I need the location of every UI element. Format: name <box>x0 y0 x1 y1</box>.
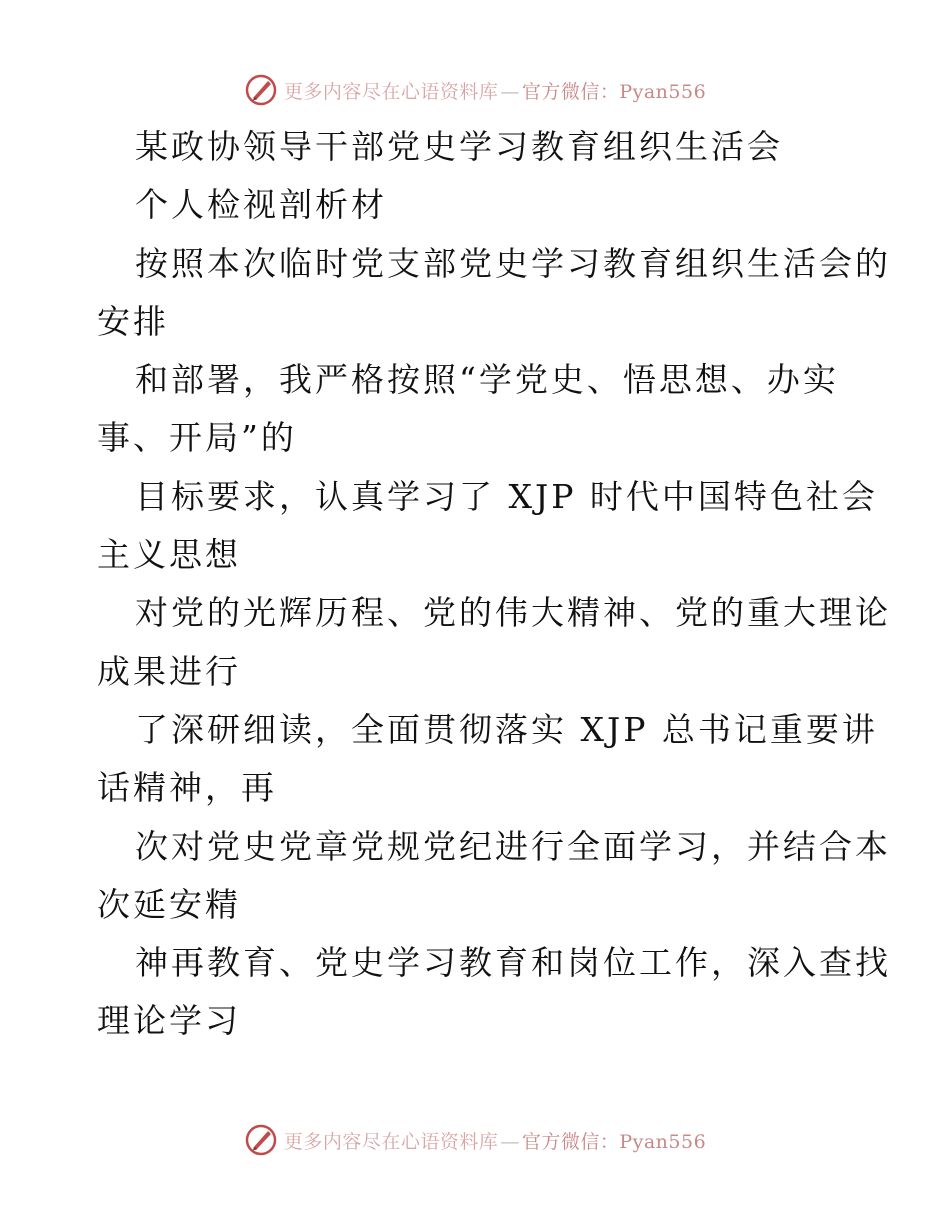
text-line: 按照本次临时党支部党史学习教育组织生活会的 <box>135 243 891 283</box>
header-banner-main: 更多内容尽在心语资料库 <box>283 80 499 103</box>
text-line: 主义思想 <box>97 535 241 575</box>
quill-pen-logo-icon <box>244 73 278 107</box>
text-line: 次对党史党章党规党纪进行全面学习，并结合本 <box>135 826 891 866</box>
text-line: 神再教育、党史学习教育和岗位工作，深入查找 <box>135 943 891 983</box>
footer-banner-text <box>284 1127 706 1154</box>
text-line: 次延安精 <box>97 884 241 924</box>
text-line: 某政协领导干部党史学习教育组织生活会 <box>135 127 783 166</box>
header-banner <box>0 70 950 110</box>
footer-banner-contact: 官方微信：Pyan556 <box>521 1130 707 1153</box>
footer-banner-main: 更多内容尽在心语资料库 <box>283 1130 499 1153</box>
text-line: 目标要求，认真学习了 XJP 时代中国特色社会 <box>135 476 878 516</box>
text-line: 成果进行 <box>97 651 241 691</box>
header-banner-separator: — <box>500 80 520 103</box>
text-line: 理论学习 <box>97 1001 241 1041</box>
document-body <box>97 118 891 1051</box>
header-banner-text <box>284 77 706 104</box>
text-line: 安排 <box>97 301 169 341</box>
text-line: 对党的光辉历程、党的伟大精神、党的重大理论 <box>135 593 891 633</box>
text-line: 话精神，再 <box>97 768 277 808</box>
footer-banner-separator: — <box>500 1130 520 1153</box>
text-line: 和部署，我严格按照“学党史、悟思想、办实 <box>135 360 839 400</box>
footer-banner <box>0 1120 950 1160</box>
header-banner-contact: 官方微信：Pyan556 <box>521 80 707 103</box>
text-line: 事、开局”的 <box>97 418 297 458</box>
text-line: 了深研细读，全面贯彻落实 XJP 总书记重要讲 <box>135 709 878 749</box>
quill-pen-logo-icon <box>244 1123 278 1157</box>
text-line: 个人检视剖析材 <box>135 185 387 225</box>
